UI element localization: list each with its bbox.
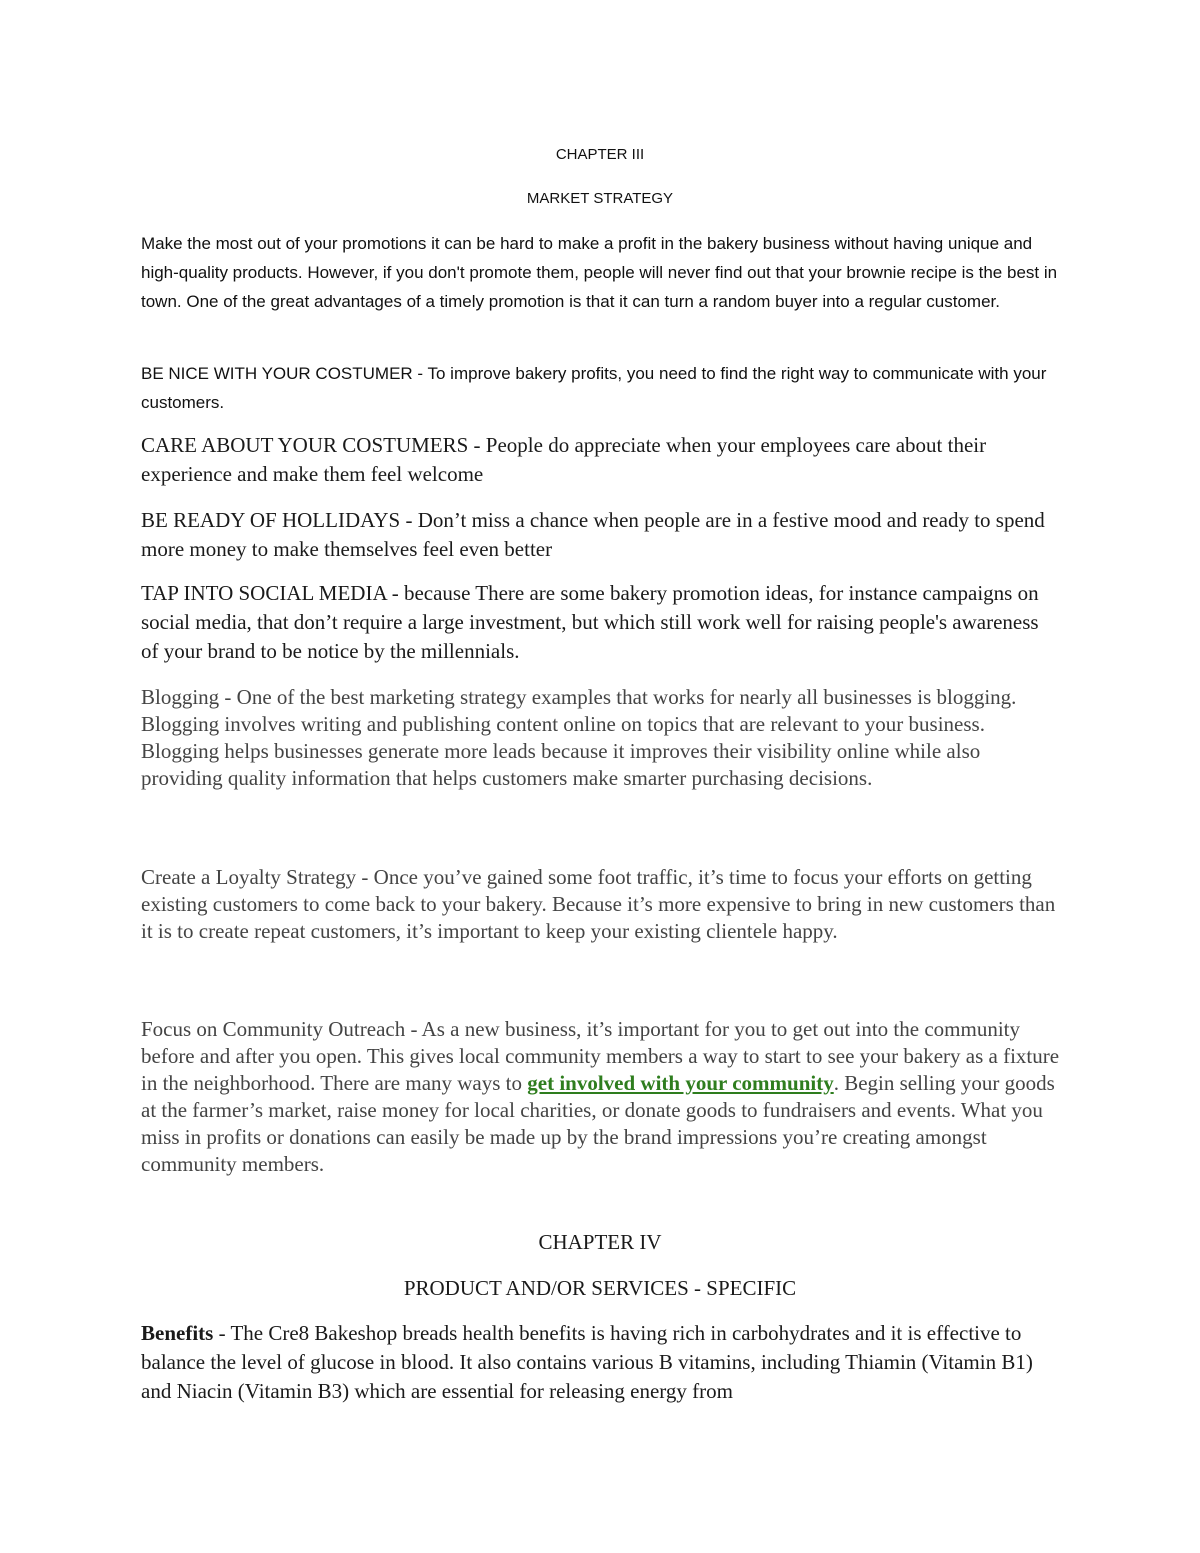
outreach-text-after: . Begin selling your goods at the farmer’s market, raise money for local charities, or donate goods to fundraisers and events. What you miss in profits or donations can easily be made up by the brand impressions you’re creating amongst community members. xyxy=(141,1071,1055,1176)
intro-paragraph: Make the most out of your promotions it can be hard to make a profit in the bakery business without having unique and high-quality products. However, if you don't promote them, people will never find out that your brownie recipe is the best in town. One of the great advantages of a timely promotion is that it can turn a random buyer into a regular customer. xyxy=(141,234,1058,311)
care-paragraph: CARE ABOUT YOUR COSTUMERS - People do appreciate when your employees care about their experience and make them feel welcome xyxy=(141,433,987,486)
benefits-paragraph xyxy=(141,1319,1061,1406)
be-nice-paragraph: BE NICE WITH YOUR COSTUMER - To improve bakery profits, you need to find the right way to communicate with your customers. xyxy=(141,364,1047,412)
benefits-text: - The Cre8 Bakeshop breads health benefits is having rich in carbohydrates and it is effective to balance the level of glucose in blood. It also contains various B vitamins, including Thiamin (Vitamin B1) and Niacin (Vitamin B3) which are essential for releasing energy from xyxy=(141,1321,1033,1403)
social-media-paragraph: TAP INTO SOCIAL MEDIA - because There are some bakery promotion ideas, for instance campaigns on social media, that don’t require a large investment, but which still work well for raising people's awareness of your brand to be notice by the millennials. xyxy=(141,581,1039,663)
chapter4-title: CHAPTER IV xyxy=(538,1230,662,1254)
chapter3-title: CHAPTER III xyxy=(555,146,645,163)
loyalty-paragraph: Create a Loyalty Strategy - Once you’ve gained some foot traffic, it’s time to focus your efforts on getting existing customers to come back to your bakery. Because it’s more expensive to bring in new customers than it is to create repeat customers, it’s important to keep your existing clientele happy. xyxy=(141,865,1056,943)
outreach-paragraph xyxy=(141,1016,1061,1178)
chapter3-subtitle: MARKET STRATEGY xyxy=(526,190,674,207)
community-link[interactable]: get involved with your community xyxy=(527,1071,834,1095)
blogging-paragraph: Blogging - One of the best marketing strategy examples that works for nearly all businesses is blogging. Blogging involves writing and publishing content online on topics that are relevant to your business. Blogging helps businesses generate more leads because it improves their visibility online while also providing quality information that helps customers make smarter purchasing decisions. xyxy=(141,685,1017,790)
benefits-label: Benefits xyxy=(141,1321,214,1345)
holidays-paragraph: BE READY OF HOLLIDAYS - Don’t miss a chance when people are in a festive mood and ready to spend more money to make themselves feel even better xyxy=(141,508,1045,561)
outreach-text-before: Focus on Community Outreach - As a new business, it’s important for you to get out into the community before and after you open. This gives local community members a way to start to see your bakery as a fixture in the neighborhood. There are many ways to xyxy=(141,1017,1060,1095)
chapter4-subtitle: PRODUCT AND/OR SERVICES - SPECIFIC xyxy=(403,1276,797,1300)
